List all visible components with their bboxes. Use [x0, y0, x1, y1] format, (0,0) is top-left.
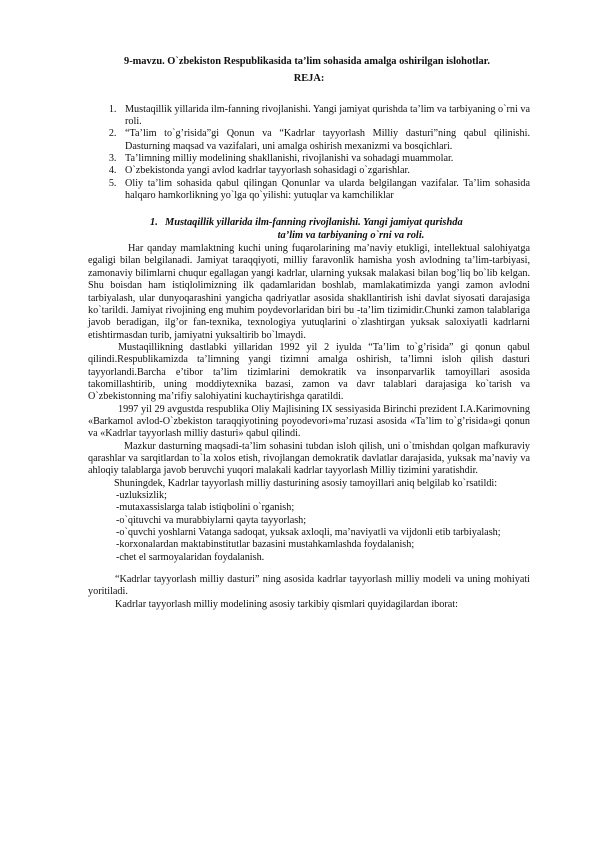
plan-title: REJA:: [293, 73, 325, 85]
plan-item: 3. Ta’limning milliy modelining shakllanishi, rivojlanishi va sohadagi muammolar.: [119, 153, 530, 165]
section-heading: [88, 217, 530, 242]
closing-paragraph: Kadrlar tayyorlash milliy modelining asosiy tarkibiy qismlari quyidagilardan iborat:: [115, 598, 458, 610]
principle-item: -mutaxassislarga talab istiqbolini o`rganish;: [116, 502, 295, 514]
body-paragraph: 1997 yil 29 avgustda respublika Oliy Majlisining IX sessiyasida Birinchi prezident I.A.Karimovning «Barkamol avlod-O`zbekiston taraqqiyotining poyodevori»ma’ruzasi asosida «Ta’lim to`g’risida»gi qonun va «Kadrlar tayyorlash milliy dasturi» qabul qilindi.: [88, 403, 530, 440]
topic-title: 9-mavzu. O`zbekiston Respublikasida ta’lim sohasida amalga oshirilgan islohotlar.: [124, 56, 490, 67]
body-paragraph: Mustaqillikning dastlabki yillaridan 1992 yil 2 iyulda “Ta’lim to`g’risida” gi qonun qabul qilindi.Respublikamizda ta’limning yangi tizimni amalga oshirish, ta’limni isloh qilish dasturi tayyorlandi.Barcha e’tibor ta’lim tizimlarini demokratik va insonparvarlik tamoyillari asosida takomillashtirib, uning moddiytexnika bazasi, zamon va davr talablari darajasiga ko`tarish va O`zbekistonning ma’rifiy salohiyatini kuchaytirishga qaratildi.: [88, 341, 530, 403]
principle-item: -korxonalardan maktabinstitutlar bazasini mustahkamlashda foydalanish;: [116, 539, 415, 551]
plan-item: 1. Mustaqillik yillarida ilm-fanning rivojlanishi. Yangi jamiyat qurishda ta’lim va tarbiyaning o`rni va roli.: [119, 104, 530, 129]
principle-item: -o`quvchi yoshlarni Vatanga sadoqat, yuksak axloqli, ma’naviyatli va vijdonli etib tarbiyalash;: [116, 527, 501, 539]
section-title-line1: Mustaqillik yillarida ilm-fanning rivojlanishi. Yangi jamiyat qurishda: [165, 217, 463, 229]
section-number: 1.: [150, 217, 158, 229]
document-page: [88, 56, 530, 611]
plan-list: [88, 104, 530, 203]
principle-item: -chet el sarmoyalaridan foydalanish.: [116, 551, 265, 563]
body-paragraph: Shuningdek, Kadrlar tayyorlash milliy dasturining asosiy tamoyillari aniq belgilab ko`rsatildi:: [114, 477, 498, 489]
principle-item: -o`qituvchi va murabbiylarni qayta tayyorlash;: [116, 514, 307, 526]
body-paragraph: Har qanday mamlaktning kuchi uning fuqarolarining ma’naviy etukligi, intellektual salohiyatga egaligi bilan belgilanadi. Jamiyat taraqqiyoti, milliy faravonlik hamisha yosh avlodning ta’lim-tarbiyasi, zamonaviy bilimlarni chuqur egallagan yangi kadrlar, ularning yuksak malakasi bilan bog’liq bo`lib kelgan. Shu boisdan ham istiqlolimizning ilk qadamlaridan boshlab, mamlakatimizda yangi zamon avlodni tarbiyalash, ular dunyoqarashini yangicha qadriyatlar asosida shakllantirish ishi davlat siyosati darajasiga ko`tarildi. Jamiyat rivojining eng muhim poydevorlaridan biri bu -ta’lim tizimidir.Chunki zamon talablariga javob beradigan, ilg’or fan-texnika, texnologiya yutuqlarini o`zlashtirgan yuksak saloxiyatli kadrlarni etishtirmasdan turib, jamiyatni yuksaltirib bo`lmaydi.: [88, 243, 530, 341]
body-paragraph: Mazkur dasturning maqsadi-ta’lim sohasini tubdan isloh qilish, uni o`tmishdan qolgan mafkuraviy qarashlar va sarqitlardan to`la xolos etish, rivojlangan demokratik davlatlar darajasida, yuksak ma’naviy va ahloqiy talablarga javob beruvchi yuqori malakali kadrlar tayyorlash Milliy tizimini yaratishdir.: [88, 440, 530, 477]
plan-item: 5. Oliy ta’lim sohasida qabul qilingan Qonunlar va ularda belgilangan vazifalar. Ta’lim sohasida halqaro hamkorlikning yo`lga qo`yilishi: yutuqlar va kamchiliklar: [119, 178, 530, 203]
plan-item: 4. O`zbekistonda yangi avlod kadrlar tayyorlash sohasidagi o`zgarishlar.: [119, 165, 530, 177]
closing-paragraph: “Kadrlar tayyorlash milliy dasturi” ning asosida kadrlar tayyorlash milliy modeli va uning mohiyati yoritiladi.: [88, 574, 530, 598]
plan-item: 2. “Ta’lim to`g’risida”gi Qonun va “Kadrlar tayyorlash Milliy dasturi”ning qabul qilinishi. Dasturning maqsad va vazifalari, uni amalga oshirish mexanizmi va bosqichlari.: [119, 128, 530, 153]
section-title-line2: ta’lim va tarbiyaning o`rni va roli.: [277, 229, 425, 241]
principle-item: -uzluksizlik;: [116, 490, 167, 501]
